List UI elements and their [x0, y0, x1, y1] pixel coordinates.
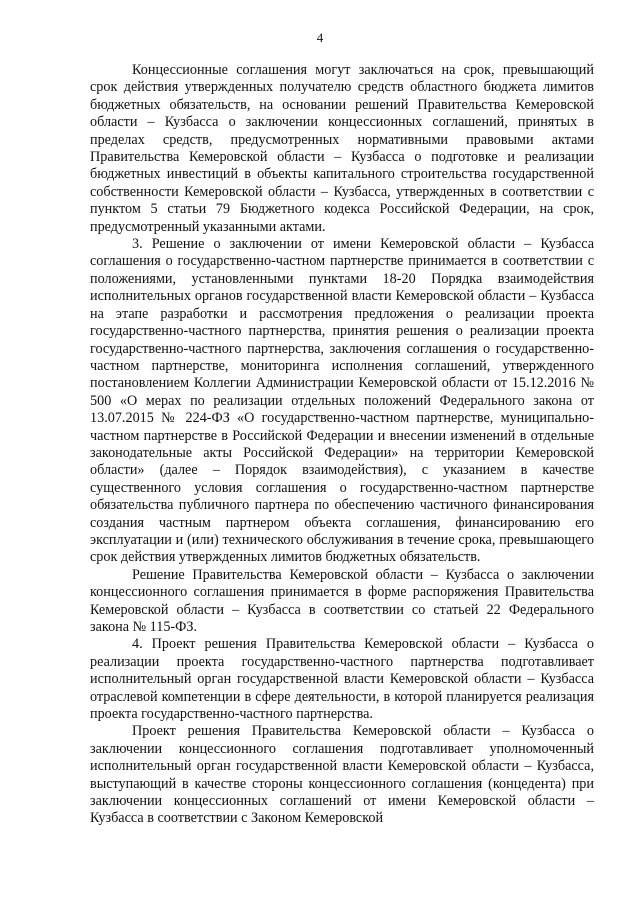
- paragraph-3-ppp-decision: 3. Решение о заключении от имени Кемеровской области – Кузбасса соглашения о государственно-частном партнерстве принимается в соответствии с положениями, установленными пунктами 18-20 Порядка взаимодействия исполнительных органов государственной власти Кемеровской области – Кузбасса на этапе разработки и рассмотрения предложения о реализации проекта государственно-частного партнерства, принятия решения о реализации проекта государственно-частного партнерства, заключения соглашения о государственно-частном партнерстве, мониторинга исполнения соглашений, утвержденного постановлением Коллегии Администрации Кемеровской области от 15.12.2016 № 500 «О мерах по реализации отдельных положений Федерального закона от 13.07.2015 № 224-ФЗ «О государственно-частном партнерстве, муниципально-частном партнерстве в Российской Федерации и внесении изменений в отдельные законодательные акты Российской Федерации» на территории Кемеровской области» (далее – Порядок взаимодействия), с указанием в качестве существенного условия соглашения о государственно-частном партнерстве обязательства публичного партнера по обеспечению частичного финансирования создания частным партнером объекта соглашения, финансированию его эксплуатации и (или) технического обслуживания в течение срока, превышающего срок действия утвержденных лимитов бюджетных обязательств.: [90, 236, 594, 566]
- document-body: [90, 62, 594, 828]
- paragraph-4-ppp-draft: 4. Проект решения Правительства Кемеровской области – Кузбасса о реализации проекта государственно-частного партнерства подготавливает исполнительный орган государственной власти Кемеровской области – Кузбасса отраслевой компетенции в сфере деятельности, в которой планируется реализация проекта государственно-частного партнерства.: [90, 636, 594, 723]
- paragraph-concession-decision: Решение Правительства Кемеровской области – Кузбасса о заключении концессионного соглашения принимается в форме распоряжения Правительства Кемеровской области – Кузбасса в соответствии со статьей 22 Федерального закона № 115-ФЗ.: [90, 566, 594, 635]
- page-number: 4: [316, 30, 324, 45]
- paragraph-concession-term: Концессионные соглашения могут заключаться на срок, превышающий срок действия утвержденных получателю средств областного бюджета лимитов бюджетных обязательств, на основании решений Правительства Кемеровской области – Кузбасса о заключении концессионных соглашений, принятых в пределах средств, предусмотренных нормативными правовыми актами Правительства Кемеровской области – Кузбасса о подготовке и реализации бюджетных инвестиций в объекты капитального строительства государственной собственности Кемеровской области – Кузбасса, утвержденных в соответствии с пунктом 5 статьи 79 Бюджетного кодекса Российской Федерации, на срок, предусмотренный указанными актами.: [90, 62, 594, 235]
- paragraph-concession-draft: Проект решения Правительства Кемеровской области – Кузбасса о заключении концессионного соглашения подготавливает уполномоченный исполнительный орган государственной власти Кемеровской области – Кузбасса, выступающий в качестве стороны концессионного соглашения (концедента) при заключении концессионных соглашений от имени Кемеровской области – Кузбасса в соответствии с Законом Кемеровской: [90, 723, 594, 827]
